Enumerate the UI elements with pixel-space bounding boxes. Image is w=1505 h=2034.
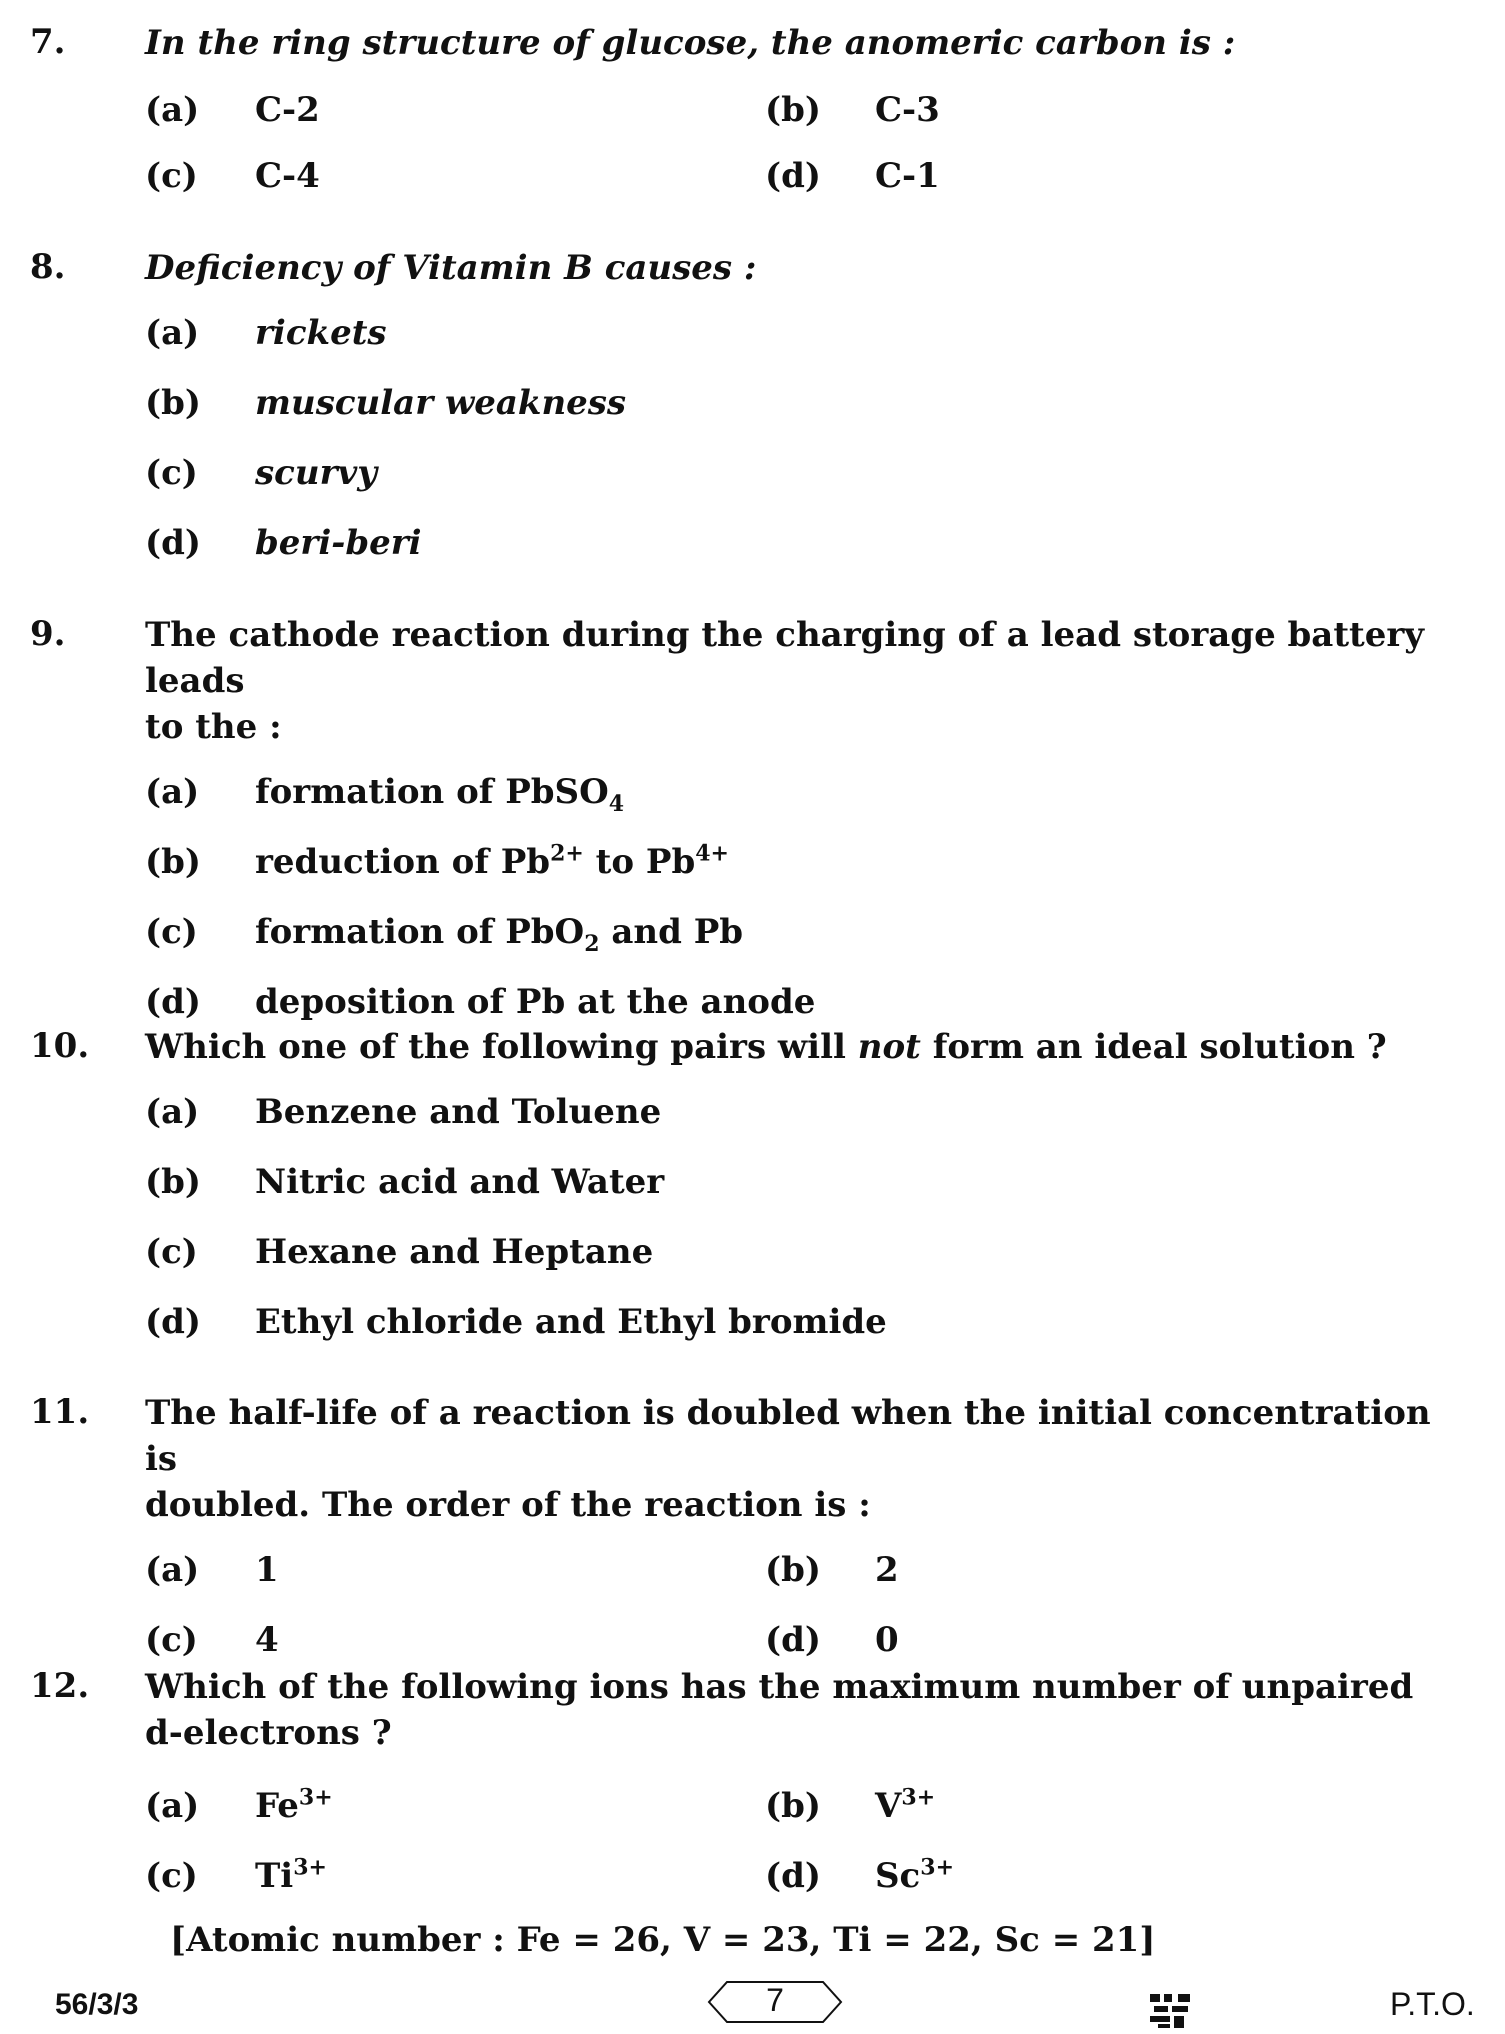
option-b: (b) C-3: [765, 90, 940, 130]
stem-line-2: doubled. The order of the reaction is :: [145, 1485, 871, 1525]
please-turn-over: P.T.O.: [1390, 1986, 1475, 2022]
option-a: (a) formation of PbSO$_4$: [145, 772, 625, 817]
paper-code: 56/3/3: [55, 1988, 139, 2021]
question-number: 8.: [30, 247, 66, 287]
stem-line-1: The half-life of a reaction is doubled when the initial concentration is: [145, 1393, 1431, 1479]
atomic-number-note: [Atomic number : Fe = 26, V = 23, Ti = 22, Sc = 21]: [170, 1920, 1156, 1960]
option-a: (a) C-2: [145, 90, 320, 130]
option-a: (a) $Fe^{3+}$: [145, 1784, 333, 1826]
question-number: 12.: [30, 1666, 90, 1706]
question-stem: [145, 612, 1450, 750]
qr-code-icon: [1148, 1992, 1192, 2030]
option-c: (c) formation of PbO$_2$ and Pb: [145, 912, 744, 957]
question-12: [30, 1664, 1450, 1896]
option-b: (b) $V^{3+}$: [765, 1784, 936, 1826]
option-d: (d) $Sc^{3+}$: [765, 1854, 955, 1896]
emphasis-not: not: [857, 1027, 921, 1067]
question-stem: In the ring structure of glucose, the anomeric carbon is :: [145, 23, 1236, 63]
option-c: (c) Hexane and Heptane: [145, 1232, 654, 1272]
option-b: (b) reduction of $Pb^{2+}$ to $Pb^{4+}$: [145, 840, 729, 882]
option-d: (d) Ethyl chloride and Ethyl bromide: [145, 1302, 887, 1342]
question-stem: [145, 1664, 1450, 1756]
option-b: (b) 2: [765, 1550, 899, 1590]
question-11: [30, 1390, 1450, 1660]
question-number: 10.: [30, 1026, 90, 1066]
option-d: (d) 0: [765, 1620, 899, 1660]
option-a: (a) Benzene and Toluene: [145, 1092, 662, 1132]
question-stem: Deficiency of Vitamin B causes :: [145, 248, 757, 288]
option-a: (a) 1: [145, 1550, 279, 1590]
option-c: (c) C-4: [145, 156, 320, 196]
option-c: (c) 4: [145, 1620, 279, 1660]
option-a: (a) rickets: [145, 313, 387, 353]
page-number-badge: [705, 1978, 845, 2026]
question-stem: [145, 1390, 1450, 1528]
option-d: (d) deposition of Pb at the anode: [145, 982, 816, 1022]
question-8: [30, 245, 1450, 563]
stem-line-1: The cathode reaction during the charging of a lead storage battery leads: [145, 615, 1425, 701]
question-7: [30, 20, 1450, 196]
page-number: 7: [766, 1982, 784, 2018]
stem-line-2: to the :: [145, 707, 282, 747]
option-b: (b) muscular weakness: [145, 383, 627, 423]
question-10: [30, 1024, 1450, 1342]
option-d: (d) C-1: [765, 156, 940, 196]
stem-line-1: Which of the following ions has the maximum number of unpaired: [145, 1667, 1414, 1707]
stem-line-2: d-electrons ?: [145, 1713, 392, 1753]
option-d: (d) beri-beri: [145, 523, 422, 563]
option-c: (c) $Ti^{3+}$: [145, 1854, 327, 1896]
option-c: (c) scurvy: [145, 453, 377, 493]
question-number: 7.: [30, 22, 66, 62]
question-number: 11.: [30, 1392, 90, 1432]
option-b: (b) Nitric acid and Water: [145, 1162, 665, 1202]
question-9: [30, 612, 1450, 1022]
question-number: 9.: [30, 614, 66, 654]
question-stem: Which one of the following pairs will not form an ideal solution ?: [145, 1027, 1387, 1067]
